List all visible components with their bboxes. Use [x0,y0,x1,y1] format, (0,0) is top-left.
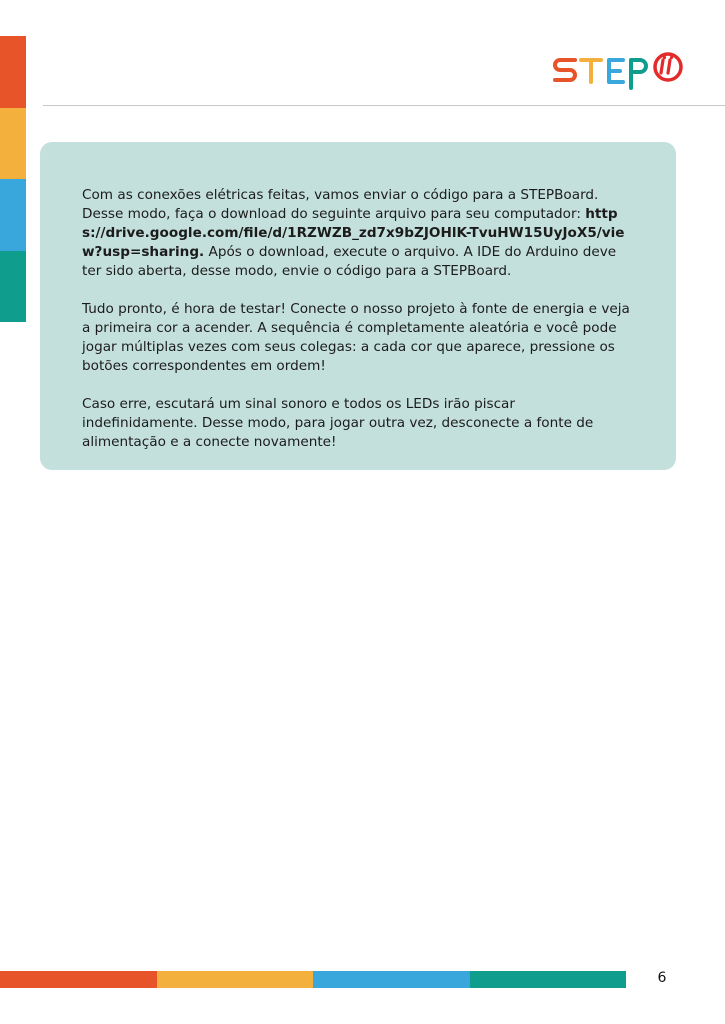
paragraph-error: Caso erre, escutará um sinal sonoro e todos os LEDs irão piscar indefinidamente. Desse modo, para jogar outra vez, desconecte a fonte de alimentação e a conecte novamente! [82,396,594,450]
paragraph-upload-intro: Com as conexões elétricas feitas, vamos enviar o código para a STEPBoard. Desse modo, faça o download do seguinte arquivo para seu computador: [82,187,599,222]
paragraph-upload-outro: Após o download, execute o arquivo. A IDE do Arduino deve ter sido aberta, desse modo, envie o código para a STEPBoard. [82,244,617,279]
header-divider [43,105,725,106]
step-logo [553,50,685,92]
logo-letter-t [581,60,601,82]
footer-bar-teal [470,971,627,988]
footer-bar-orange [0,971,157,988]
paragraph-upload [82,186,634,281]
logo-letter-e [609,60,623,82]
paragraph-test: Tudo pronto, é hora de testar! Conecte o nosso projeto à fonte de energia e veja a primeira cor a acender. A sequência é completamente aleatória e você pode jogar múltiplas vezes com seus colegas: a cada cor que aparece, pressione os botões correspondentes em ordem! [82,301,630,374]
logo-letter-s [555,60,575,80]
side-bar-teal [0,251,26,323]
side-bar-yellow [0,108,26,180]
download-link[interactable]: https://drive.google.com/file/d/1RZWZB_zd7x9bZJOHlK-TvuHW15UyJoX5/view?usp=sharing. [82,206,625,260]
step-emblem-icon [655,54,681,80]
logo-letter-p [631,60,646,88]
footer-bar-yellow [157,971,314,988]
side-color-bar [0,36,26,322]
footer-bar-blue [313,971,470,988]
side-bar-orange [0,36,26,108]
side-bar-blue [0,179,26,251]
content-box [40,142,676,470]
footer-color-bar [0,971,626,988]
page-number: 6 [657,970,667,986]
